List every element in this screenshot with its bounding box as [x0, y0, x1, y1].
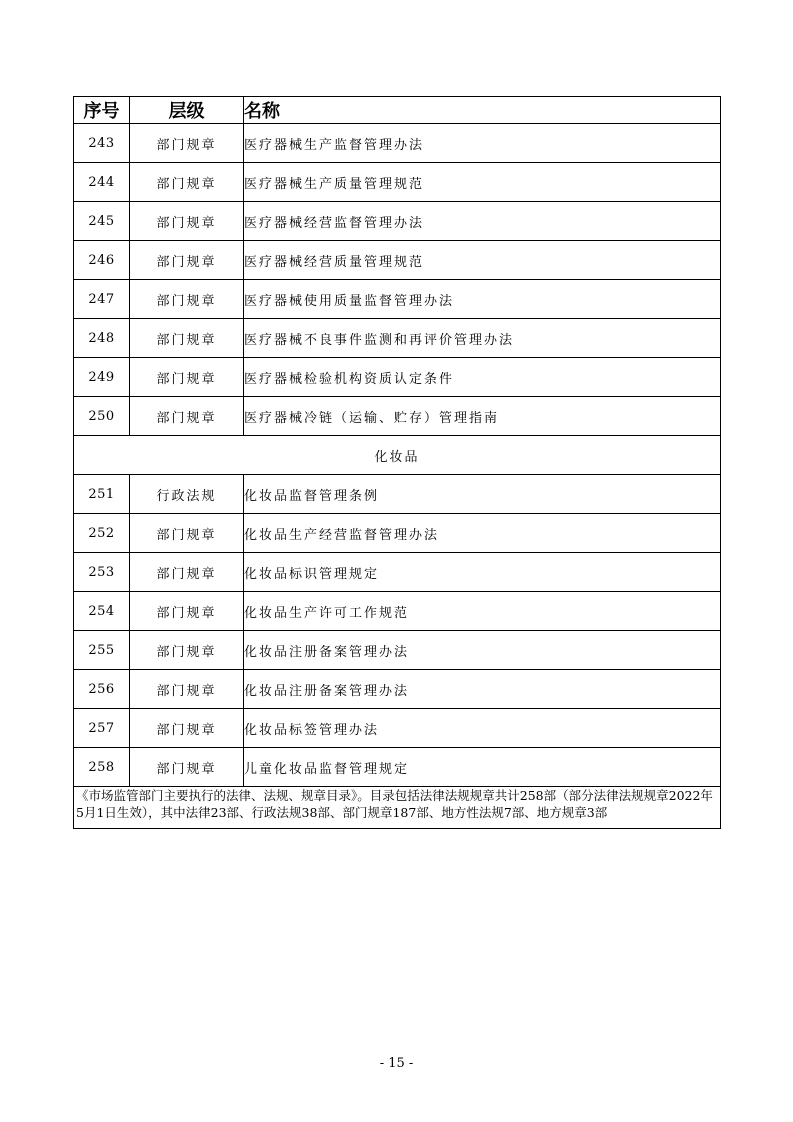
- note-row: [74, 787, 721, 829]
- row-name: 化妆品标识管理规定: [244, 553, 721, 592]
- table-row: [74, 475, 721, 514]
- row-level: 部门规章: [130, 163, 244, 202]
- row-level: 部门规章: [130, 319, 244, 358]
- row-name: 化妆品注册备案管理办法: [244, 670, 721, 709]
- row-name: 化妆品标签管理办法: [244, 709, 721, 748]
- header-serial-number: 序号: [74, 97, 130, 124]
- row-name: 儿童化妆品监督管理规定: [244, 748, 721, 787]
- row-name: 医疗器械生产监督管理办法: [244, 124, 721, 163]
- table-body-medical-devices: [74, 124, 721, 436]
- row-level: 部门规章: [130, 553, 244, 592]
- row-name: 化妆品生产许可工作规范: [244, 592, 721, 631]
- row-name: 医疗器械冷链（运输、贮存）管理指南: [244, 397, 721, 436]
- row-serial-number: 243: [74, 124, 130, 163]
- section-row: [74, 436, 721, 475]
- row-level: 部门规章: [130, 397, 244, 436]
- table-row: [74, 592, 721, 631]
- section-cosmetics: [74, 436, 721, 475]
- row-level: 部门规章: [130, 631, 244, 670]
- note-cell: [74, 787, 721, 829]
- table-row: [74, 280, 721, 319]
- row-level: 行政法规: [130, 475, 244, 514]
- table-row: [74, 163, 721, 202]
- table-row: [74, 748, 721, 787]
- table-row: [74, 709, 721, 748]
- row-name: 医疗器械生产质量管理规范: [244, 163, 721, 202]
- header-level: 层级: [130, 97, 244, 124]
- row-serial-number: 257: [74, 709, 130, 748]
- row-serial-number: 256: [74, 670, 130, 709]
- row-serial-number: 255: [74, 631, 130, 670]
- row-name: 医疗器械使用质量监督管理办法: [244, 280, 721, 319]
- table-row: [74, 514, 721, 553]
- row-serial-number: 246: [74, 241, 130, 280]
- header-name: 名称: [244, 97, 721, 124]
- row-serial-number: 253: [74, 553, 130, 592]
- row-serial-number: 244: [74, 163, 130, 202]
- table-row: [74, 397, 721, 436]
- row-serial-number: 251: [74, 475, 130, 514]
- note-text: 《市场监管部门主要执行的法律、法规、规章目录》。目录包括法律法规规章共计258部（部分法律法规规章2022年5月1日生效），其中法律23部、行政法规38部、部门规章187部、地方性法规7部、地方规章3部: [76, 788, 713, 820]
- row-serial-number: 245: [74, 202, 130, 241]
- regulations-table: [73, 96, 721, 829]
- table-row: [74, 124, 721, 163]
- row-name: 化妆品监督管理条例: [244, 475, 721, 514]
- row-serial-number: 247: [74, 280, 130, 319]
- row-level: 部门规章: [130, 670, 244, 709]
- row-level: 部门规章: [130, 748, 244, 787]
- row-name: 化妆品注册备案管理办法: [244, 631, 721, 670]
- row-level: 部门规章: [130, 280, 244, 319]
- row-name: 医疗器械检验机构资质认定条件: [244, 358, 721, 397]
- row-serial-number: 249: [74, 358, 130, 397]
- section-title: 化妆品: [74, 436, 721, 475]
- table-row: [74, 202, 721, 241]
- row-serial-number: 252: [74, 514, 130, 553]
- row-level: 部门规章: [130, 514, 244, 553]
- row-serial-number: 248: [74, 319, 130, 358]
- row-name: 化妆品生产经营监督管理办法: [244, 514, 721, 553]
- row-name: 医疗器械不良事件监测和再评价管理办法: [244, 319, 721, 358]
- row-level: 部门规章: [130, 124, 244, 163]
- page-number: - 15 -: [379, 1056, 414, 1071]
- row-level: 部门规章: [130, 358, 244, 397]
- row-serial-number: 250: [74, 397, 130, 436]
- row-serial-number: 254: [74, 592, 130, 631]
- table-row: [74, 241, 721, 280]
- row-level: 部门规章: [130, 709, 244, 748]
- row-name: 医疗器械经营监督管理办法: [244, 202, 721, 241]
- row-level: 部门规章: [130, 592, 244, 631]
- table-row: [74, 670, 721, 709]
- row-level: 部门规章: [130, 241, 244, 280]
- table-row: [74, 319, 721, 358]
- table-header-row: [74, 97, 721, 124]
- table-body-cosmetics: [74, 475, 721, 787]
- table-row: [74, 553, 721, 592]
- row-name: 医疗器械经营质量管理规范: [244, 241, 721, 280]
- row-level: 部门规章: [130, 202, 244, 241]
- table-row: [74, 358, 721, 397]
- table-row: [74, 631, 721, 670]
- row-serial-number: 258: [74, 748, 130, 787]
